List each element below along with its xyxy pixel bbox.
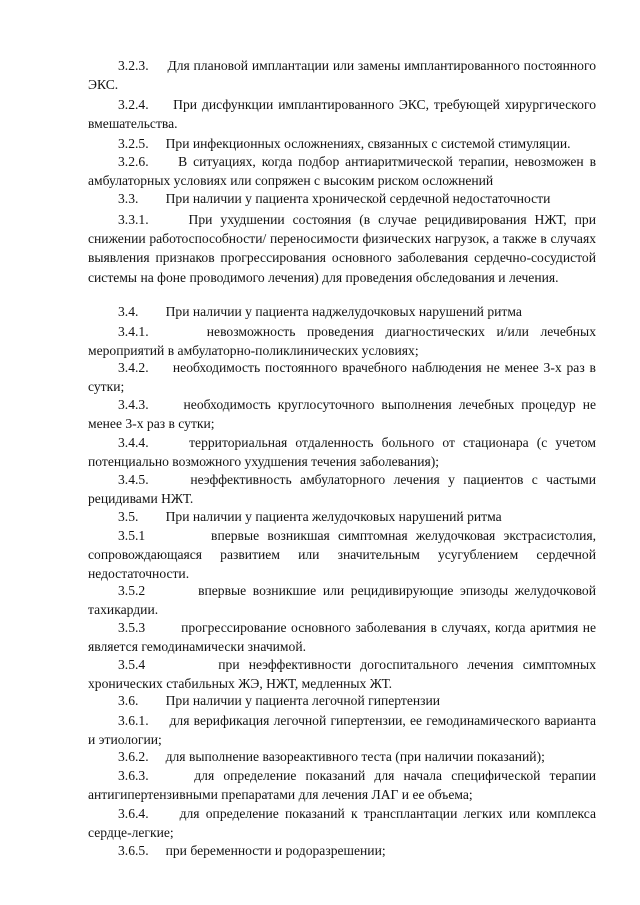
item-text: прогрессирование основного заболевания в случаях, когда аритмия не является гемодинамически значимой. xyxy=(88,620,597,655)
paragraph-3-3-1 xyxy=(88,210,596,287)
paragraph-3-5-2 xyxy=(88,581,596,619)
item-number: 3.4.1. xyxy=(118,324,149,339)
paragraph-3-2-4 xyxy=(88,95,596,133)
item-number: 3.4.4. xyxy=(118,435,149,450)
paragraph-3-4-1 xyxy=(88,322,596,360)
paragraph-3-6-4 xyxy=(88,804,596,842)
item-text: впервые возникшие или рецидивирующие эпизоды желудочковой тахикардии. xyxy=(88,583,597,618)
paragraph-3-2-5 xyxy=(88,134,596,153)
item-number: 3.2.3. xyxy=(118,58,149,73)
item-text: для выполнение вазореактивного теста (при наличии показаний); xyxy=(165,749,545,764)
paragraph-3-5-4 xyxy=(88,655,596,693)
item-text: необходимость круглосуточного выполнения лечебных процедур не менее 3-х раз в сутки; xyxy=(88,397,596,432)
item-text: для верификация легочной гипертензии, ее гемодинамического варианта и этиологии; xyxy=(88,713,596,748)
paragraph-3-6-2 xyxy=(88,747,596,766)
paragraph-3-5 xyxy=(88,507,596,526)
paragraph-3-4-3 xyxy=(88,395,596,433)
item-text: необходимость постоянного врачебного наблюдения не менее 3-х раз в сутки; xyxy=(88,360,596,395)
item-number: 3.6.2. xyxy=(118,749,149,764)
item-number: 3.2.6. xyxy=(118,154,149,169)
item-number: 3.6.3. xyxy=(118,768,149,783)
item-number: 3.5.2 xyxy=(118,583,146,598)
paragraph-3-6-5 xyxy=(88,841,596,860)
item-number: 3.6.5. xyxy=(118,843,149,858)
paragraph-3-6-1 xyxy=(88,711,596,749)
item-text: При наличии у пациента желудочковых нарушений ритма xyxy=(165,509,502,524)
item-text: невозможность проведения диагностических и/или лечебных мероприятий в амбулаторно-поликлинических условиях; xyxy=(88,324,596,359)
item-number: 3.5.1 xyxy=(118,528,146,543)
paragraph-3-4-2 xyxy=(88,358,596,396)
item-number: 3.6.4. xyxy=(118,806,149,821)
paragraph-3-6-3 xyxy=(88,766,596,804)
item-text: При наличии у пациента хронической сердечной недостаточности xyxy=(165,191,551,206)
item-text: При наличии у пациента легочной гипертензии xyxy=(165,693,441,708)
paragraph-3-2-3 xyxy=(88,56,596,94)
item-number: 3.5. xyxy=(118,509,139,524)
item-number: 3.4.5. xyxy=(118,472,149,487)
item-text: При наличии у пациента наджелудочковых нарушений ритма xyxy=(165,304,522,319)
paragraph-3-2-6 xyxy=(88,152,596,190)
item-text: для определение показаний для начала специфической терапии антигипертензивными препаратами для лечения ЛАГ и ее объема; xyxy=(88,768,596,803)
item-number: 3.4. xyxy=(118,304,139,319)
item-number: 3.6.1. xyxy=(118,713,149,728)
paragraph-3-3 xyxy=(88,189,596,208)
item-text: при беременности и родоразрешении; xyxy=(165,843,386,858)
paragraph-3-4-4 xyxy=(88,433,596,471)
paragraph-3-4-5 xyxy=(88,470,596,508)
item-text: для определение показаний к трансплантации легких или комплекса сердце-легкие; xyxy=(88,806,596,841)
item-number: 3.3. xyxy=(118,191,139,206)
paragraph-3-5-1 xyxy=(88,526,596,584)
item-text: впервые возникшая симптомная желудочковая экстрасистолия, сопровождающаяся развитием или значительным усугублением сердечной недостаточности. xyxy=(88,528,597,582)
item-text: территориальная отдаленность больного от стационара (с учетом потенциально возможного ухудшения течения заболевания); xyxy=(88,435,596,470)
item-number: 3.6. xyxy=(118,693,139,708)
item-text: При дисфункции имплантированного ЭКС, требующей хирургического вмешательства. xyxy=(88,97,596,132)
item-text: при неэффективности догоспитального лечения симптомных хронических стабильных ЖЭ, НЖТ, медленных ЖТ. xyxy=(88,657,596,692)
paragraph-3-5-3 xyxy=(88,618,596,656)
item-number: 3.5.3 xyxy=(118,620,146,635)
item-text: При ухудшении состояния (в случае рецидивирования НЖТ, при снижении работоспособности/ переносимости физических нагрузок, а также в случаях выявления признаков прогрессирования основного заболевания сердечно-сосудистой системы на фоне проводимого лечения) для проведения обследования и лечения. xyxy=(88,212,596,285)
item-number: 3.4.2. xyxy=(118,360,149,375)
item-number: 3.3.1. xyxy=(118,212,149,227)
item-number: 3.2.5. xyxy=(118,136,149,151)
item-text: неэффективность амбулаторного лечения у пациентов с частыми рецидивами НЖТ. xyxy=(88,472,596,507)
item-text: В ситуациях, когда подбор антиаритмической терапии, невозможен в амбулаторных условиях или сопряжен с высоким риском осложнений xyxy=(88,154,596,189)
item-number: 3.5.4 xyxy=(118,657,146,672)
paragraph-3-6 xyxy=(88,691,596,710)
item-text: Для плановой имплантации или замены имплантированного постоянного ЭКС. xyxy=(88,58,596,93)
paragraph-3-4 xyxy=(88,302,596,321)
item-text: При инфекционных осложнениях, связанных с системой стимуляции. xyxy=(165,136,571,151)
item-number: 3.4.3. xyxy=(118,397,149,412)
item-number: 3.2.4. xyxy=(118,97,149,112)
